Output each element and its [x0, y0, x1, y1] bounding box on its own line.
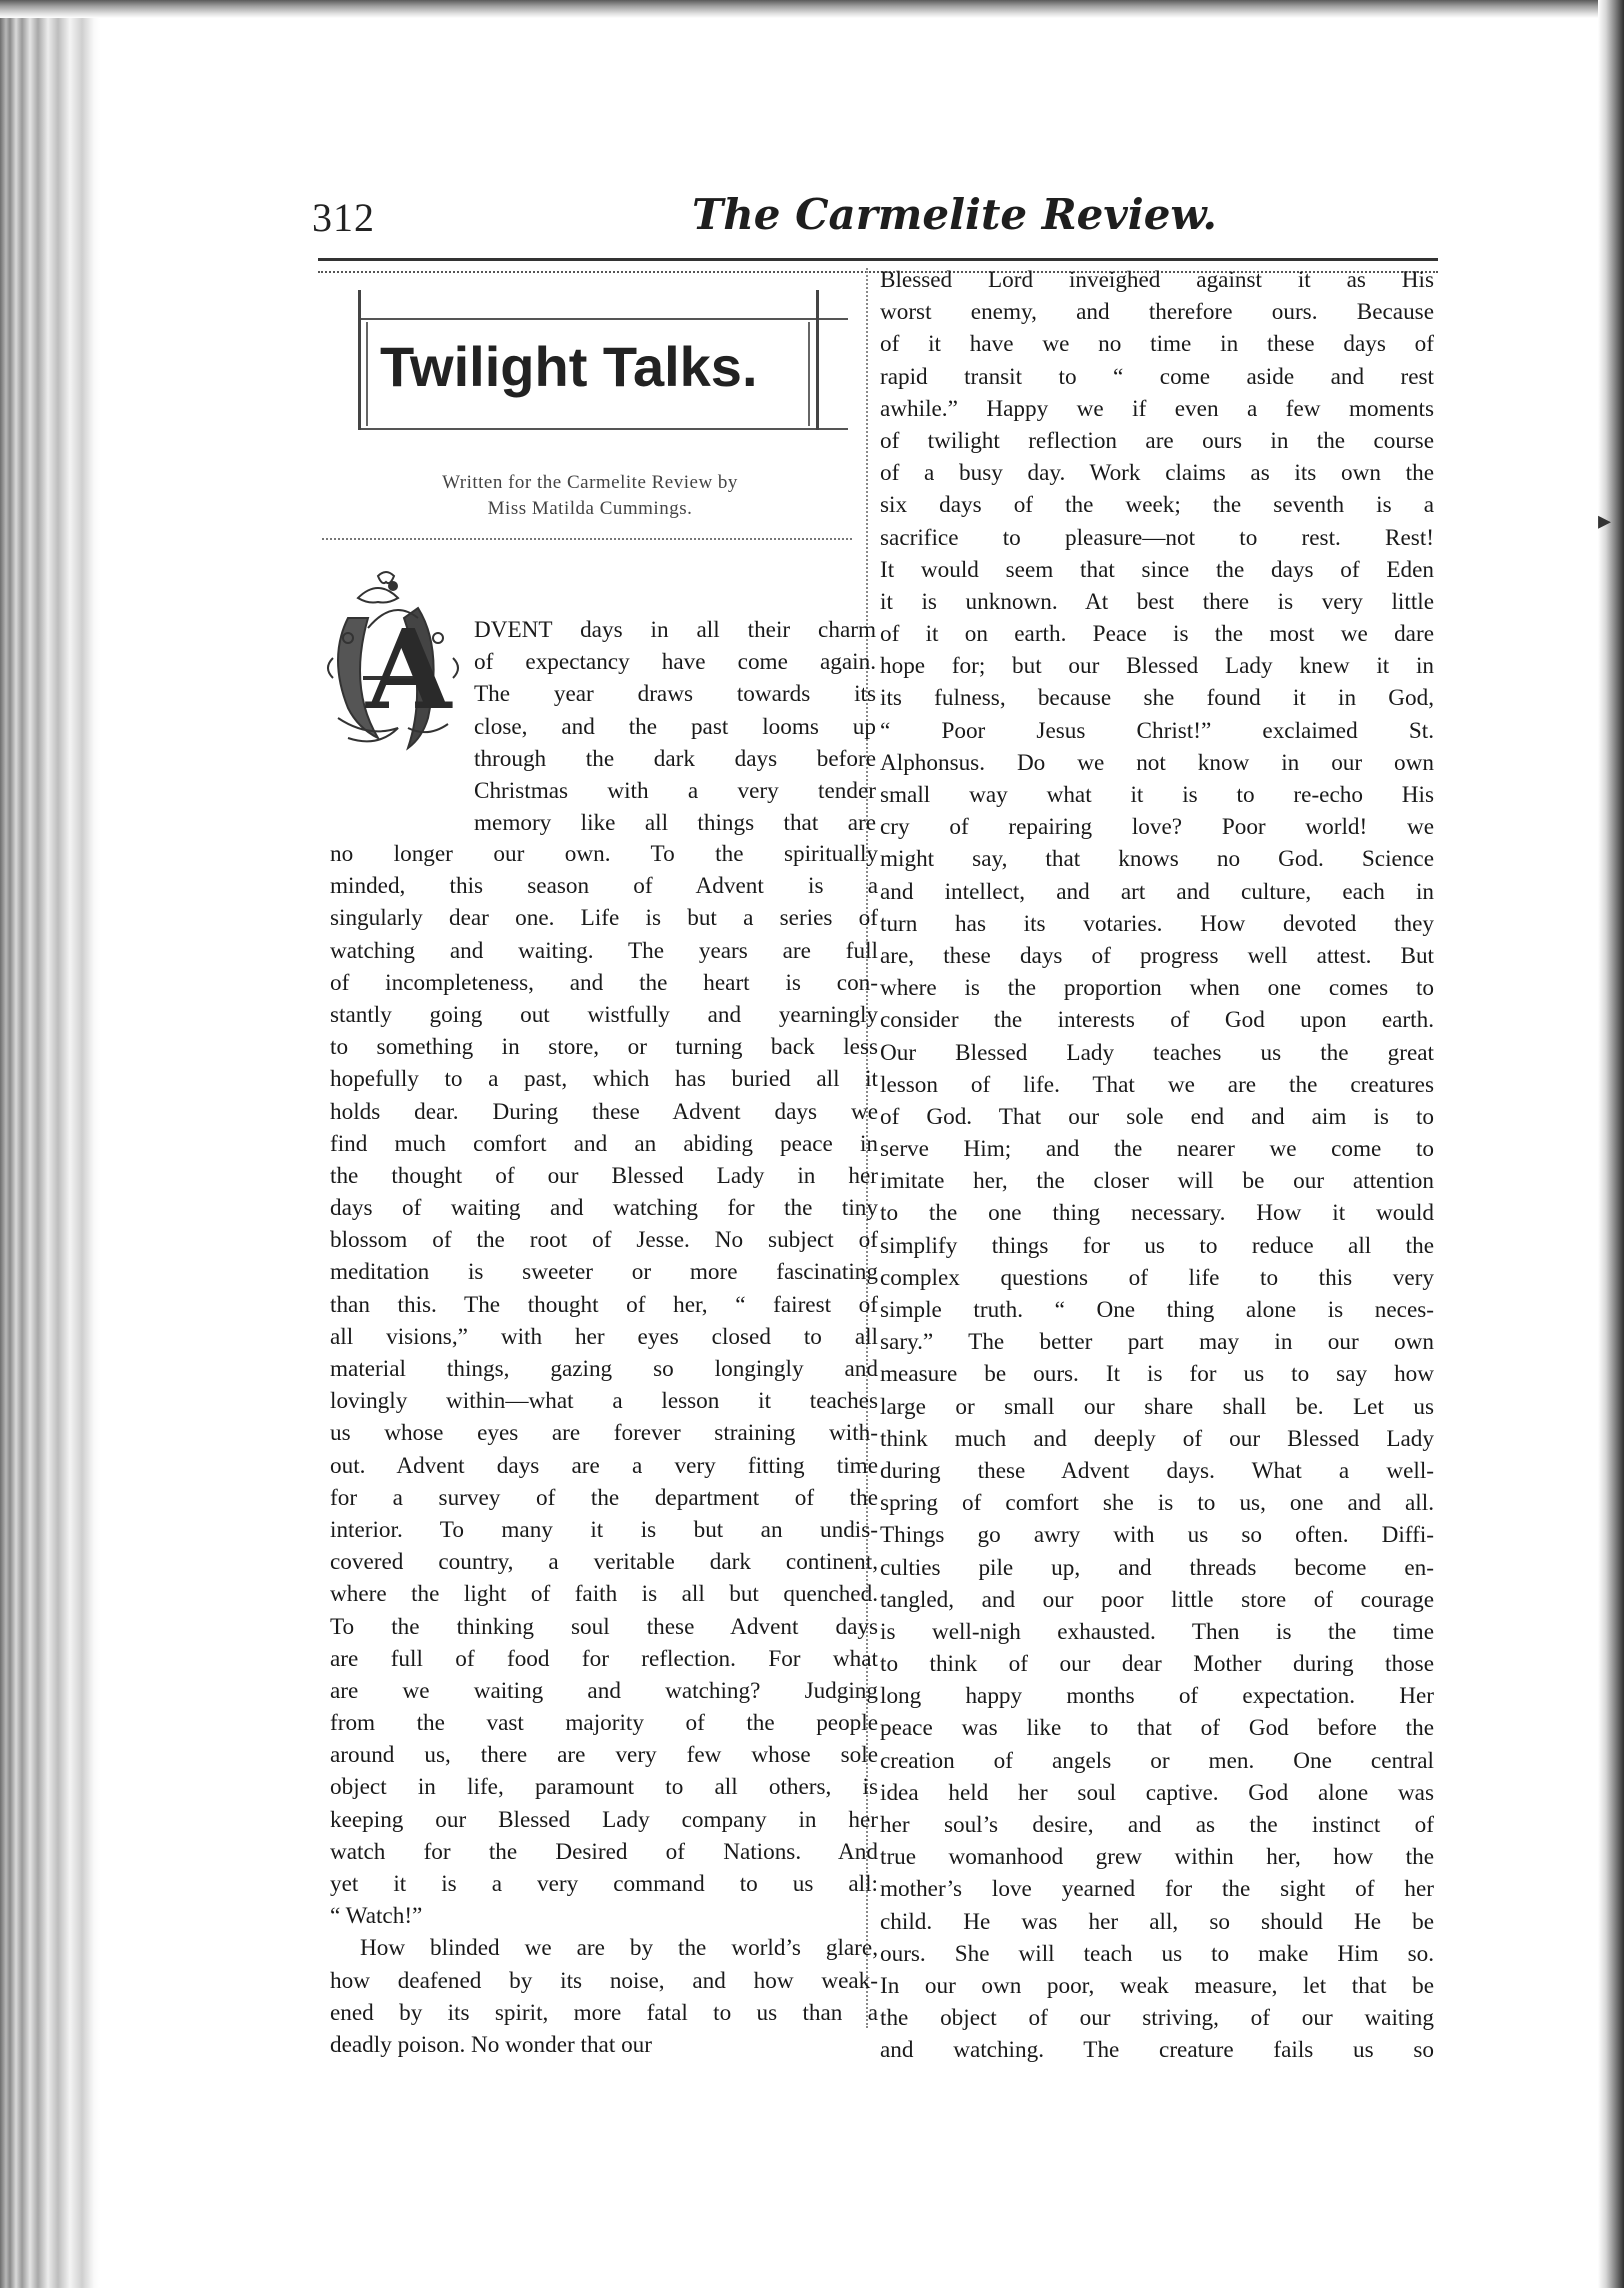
text-line: memory like all things that are — [474, 810, 876, 837]
page-number: 312 — [312, 195, 375, 240]
text-line: are we waiting and watching? Judging — [330, 1677, 878, 1704]
text-line: DVENT days in all their charm — [474, 617, 876, 643]
text-line: true womanhood grew within her, how the — [880, 1844, 1434, 1871]
text-line: Blessed Lord inveighed against it as His — [880, 267, 1434, 293]
page-right-edge — [1598, 0, 1624, 2288]
text-line: Alphonsus. Do we not know in our own — [880, 749, 1434, 776]
text-line: awhile.” Happy we if even a few moments — [880, 395, 1434, 422]
text-line: might say, that knows no God. Science — [880, 846, 1434, 873]
text-line: watching and waiting. The years are full — [330, 937, 878, 964]
text-line: simple truth. “ One thing alone is neces- — [880, 1297, 1434, 1323]
text-line: imitate her, the closer will be our attention — [880, 1168, 1434, 1195]
text-line: of twilight reflection are ours in the course — [880, 427, 1434, 454]
text-line: “ Watch!” — [330, 1903, 423, 1930]
byline-rule — [322, 538, 852, 540]
text-line: Christmas with a very tender — [474, 777, 876, 804]
text-line: and watching. The creature fails us so — [880, 2037, 1434, 2064]
drop-cap-letter: A — [366, 605, 452, 734]
text-line: stantly going out wistfully and yearningly — [330, 1001, 878, 1028]
text-line: measure be ours. It is for us to say how — [880, 1361, 1434, 1388]
text-line: lesson of life. That we are the creatures — [880, 1071, 1434, 1098]
text-line: the object of our striving, of our waiting — [880, 2005, 1434, 2032]
text-line: close, and the past looms up — [474, 713, 876, 740]
text-line: of God. That our sole end and aim is to — [880, 1103, 1434, 1130]
text-line: us whose eyes are forever straining with- — [330, 1420, 878, 1447]
text-line: Things go awry with us so often. Diffi- — [880, 1522, 1434, 1549]
text-line: watch for the Desired of Nations. And — [330, 1838, 878, 1865]
running-title: The Carmelite Review. — [692, 190, 1217, 239]
margin-mark: ▸ — [1598, 506, 1612, 535]
text-line: are, these days of progress well attest. But — [880, 942, 1434, 969]
text-line: Our Blessed Lady teaches us the great — [880, 1039, 1434, 1066]
byline-line-2: Miss Matilda Cummings. — [487, 498, 693, 519]
text-line: how deafened by its noise, and how weak- — [330, 1967, 878, 1994]
text-line: and intellect, and art and culture, each in — [880, 878, 1434, 905]
text-line: idea held her soul captive. God alone was — [880, 1779, 1434, 1806]
text-line: six days of the week; the seventh is a — [880, 492, 1434, 519]
text-line: cry of repairing love? Poor world! we — [880, 814, 1434, 841]
text-line: no longer our own. To the spiritually — [330, 841, 878, 867]
text-line: complex questions of life to this very — [880, 1264, 1434, 1291]
text-line: The year draws towards its — [474, 681, 876, 708]
text-line: to think of our dear Mother during those — [880, 1651, 1434, 1678]
text-line: all visions,” with her eyes closed to all — [330, 1323, 878, 1350]
text-line: culties pile up, and threads become en- — [880, 1554, 1434, 1581]
text-line: to something in store, or turning back less — [330, 1034, 878, 1061]
text-line: of it have we no time in these days of — [880, 331, 1434, 358]
text-line: rapid transit to “ come aside and rest — [880, 363, 1434, 390]
text-line: long happy months of expectation. Her — [880, 1683, 1434, 1710]
text-line: than this. The thought of her, “ fairest of — [330, 1291, 878, 1318]
text-line: days of waiting and watching for the tiny — [330, 1195, 878, 1222]
left-column-opening — [474, 614, 876, 839]
text-line: serve Him; and the nearer we come to — [880, 1136, 1434, 1163]
text-line: think much and deeply of our Blessed Lady — [880, 1425, 1434, 1452]
ornamental-drop-cap — [318, 568, 468, 768]
text-line: simplify things for us to reduce all the — [880, 1232, 1434, 1259]
text-line: “ Poor Jesus Christ!” exclaimed St. — [880, 717, 1434, 744]
text-line: her soul’s desire, and as the instinct of — [880, 1812, 1434, 1838]
text-line: In our own poor, weak measure, let that be — [880, 1972, 1434, 1999]
text-line: material things, gazing so longingly and — [330, 1356, 878, 1382]
text-line: hope for; but our Blessed Lady knew it in — [880, 653, 1434, 680]
book-spine-edge — [0, 0, 100, 2288]
right-column — [880, 264, 1434, 2067]
text-line: tangled, and our poor little store of courage — [880, 1586, 1434, 1613]
text-line: where the light of faith is all but quenched. — [330, 1581, 878, 1608]
text-line: where is the proportion when one comes to — [880, 975, 1434, 1002]
text-line: To the thinking soul these Advent days — [330, 1613, 878, 1640]
text-line: holds dear. During these Advent days we — [330, 1098, 878, 1125]
text-line: singularly dear one. Life is but a series of — [330, 905, 878, 932]
text-line: small way what it is to re-echo His — [880, 782, 1434, 808]
byline-line-1: Written for the Carmelite Review by — [442, 472, 738, 493]
text-line: turn has its votaries. How devoted they — [880, 910, 1434, 937]
text-line: are full of food for reflection. For what — [330, 1645, 878, 1672]
text-line: child. He was her all, so should He be — [880, 1908, 1434, 1935]
text-line: out. Advent days are a very fitting time — [330, 1452, 878, 1479]
text-line: of it on earth. Peace is the most we dare — [880, 621, 1434, 648]
text-line: it is unknown. At best there is very little — [880, 588, 1434, 615]
text-line: is well-nigh exhausted. Then is the time — [880, 1618, 1434, 1645]
page-top-edge — [0, 0, 1624, 18]
text-line: during these Advent days. What a well- — [880, 1457, 1434, 1484]
text-line: ours. She will teach us to make Him so. — [880, 1940, 1434, 1967]
text-line: lovingly within—what a lesson it teaches — [330, 1388, 878, 1415]
title-box — [358, 290, 848, 430]
text-line: mother’s love yearned for the sight of her — [880, 1876, 1434, 1903]
text-line: around us, there are very few whose sole — [330, 1742, 878, 1769]
text-line: sacrifice to pleasure—not to rest. Rest! — [880, 524, 1434, 551]
text-line: creation of angels or men. One central — [880, 1747, 1434, 1774]
text-line: its fulness, because she found it in God, — [880, 685, 1434, 712]
text-line: of a busy day. Work claims as its own the — [880, 460, 1434, 487]
text-line: ened by its spirit, more fatal to us than a — [330, 1999, 878, 2026]
text-line: of incompleteness, and the heart is con- — [330, 969, 878, 996]
left-column — [330, 838, 878, 2061]
text-line: covered country, a veritable dark continent, — [330, 1549, 878, 1576]
text-line: peace was like to that of God before the — [880, 1715, 1434, 1742]
text-line: for a survey of the department of the — [330, 1484, 878, 1511]
text-line: How blinded we are by the world’s glare, — [360, 1935, 878, 1962]
text-line: interior. To many it is but an undis- — [330, 1516, 878, 1543]
text-line: find much comfort and an abiding peace in — [330, 1130, 878, 1157]
text-line: to the one thing necessary. How it would — [880, 1200, 1434, 1227]
text-line: blossom of the root of Jesse. No subject of — [330, 1227, 878, 1254]
text-line: object in life, paramount to all others, is — [330, 1774, 878, 1801]
text-line: It would seem that since the days of Eden — [880, 556, 1434, 583]
text-line: minded, this season of Advent is a — [330, 873, 878, 900]
running-header — [312, 190, 1442, 250]
byline — [330, 470, 850, 522]
article-title: Twilight Talks. — [380, 335, 758, 398]
text-line: the thought of our Blessed Lady in her — [330, 1162, 878, 1189]
text-line: keeping our Blessed Lady company in her — [330, 1806, 878, 1833]
text-line: of expectancy have come again. — [474, 649, 876, 676]
text-line: spring of comfort she is to us, one and all. — [880, 1490, 1434, 1517]
text-line: hopefully to a past, which has buried all it — [330, 1066, 878, 1093]
text-line: from the vast majority of the people — [330, 1710, 878, 1737]
text-line: worst enemy, and therefore ours. Because — [880, 299, 1434, 326]
text-line: deadly poison. No wonder that our — [330, 2031, 652, 2058]
text-line: meditation is sweeter or more fascinating — [330, 1259, 878, 1286]
text-line: sary.” The better part may in our own — [880, 1329, 1434, 1356]
text-line: consider the interests of God upon earth. — [880, 1007, 1434, 1034]
text-line: through the dark days before — [474, 745, 876, 772]
text-line: yet it is a very command to us all: — [330, 1871, 878, 1897]
text-line: large or small our share shall be. Let us — [880, 1393, 1434, 1420]
